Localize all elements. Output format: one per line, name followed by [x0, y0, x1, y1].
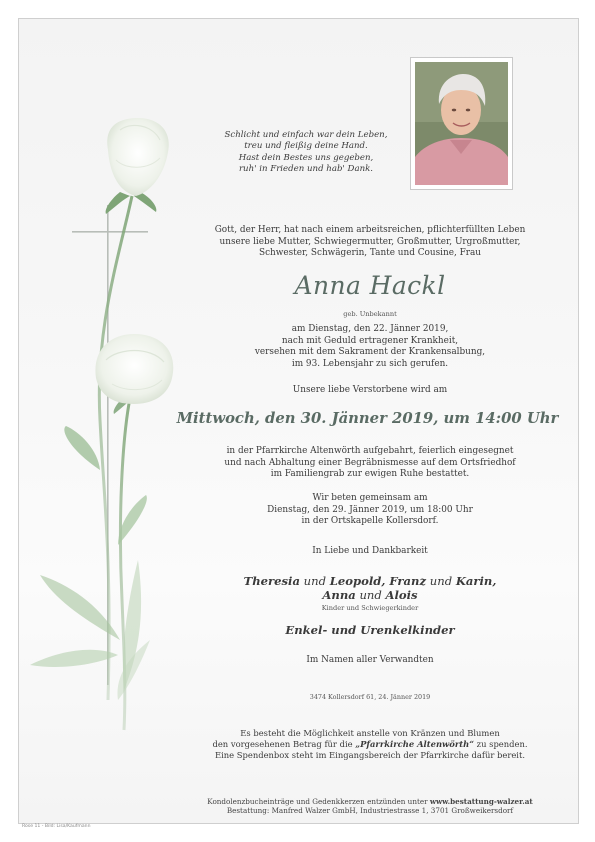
family-name: Alois — [385, 588, 418, 602]
rose-illustration — [0, 0, 230, 760]
family-and: und — [426, 574, 456, 588]
relatives: Im Namen aller Verwandten — [306, 655, 434, 665]
family-names — [150, 574, 590, 602]
funeral-line: im Familiengrab zur ewigen Ruhe bestattet. — [270, 469, 470, 480]
donation-line — [150, 739, 590, 750]
donation-notice — [150, 728, 590, 761]
donation-text: zu spenden. — [474, 739, 528, 749]
family-and: und — [299, 574, 330, 588]
family-caption: Kinder und Schwiegerkinder — [321, 604, 419, 612]
footer-line-2: Bestattung: Manfred Walzer GmbH, Industriestrasse 1, 3701 Großweikersdorf — [226, 806, 514, 816]
footer-url-link[interactable]: www.bestattung-walzer.at — [429, 797, 533, 806]
poem — [186, 130, 426, 176]
funeral-details — [150, 446, 590, 481]
love-line: In Liebe und Dankbarkeit — [312, 546, 428, 556]
maiden-name: geb. Unbekannt — [343, 310, 397, 318]
death-line: versehen mit dem Sakrament der Krankensalbung, — [254, 347, 486, 358]
poem-line: treu und fleißig deine Hand. — [244, 141, 368, 152]
image-credit: Rose 11 - Bild: Lisa/Kaufmann — [22, 824, 91, 829]
family-line-1 — [150, 574, 590, 588]
death-line: nach mit Geduld ertragener Krankheit, — [281, 335, 459, 346]
donation-line: Es besteht die Möglichkeit anstelle von Kränzen und Blumen — [240, 728, 500, 738]
footer — [190, 797, 550, 816]
funeral-line: und nach Abhaltung einer Begräbnismesse auf dem Ortsfriedhof — [224, 457, 516, 468]
footer-text: Kondolenzbucheinträge und Gedenkkerzen entzünden unter — [207, 797, 430, 806]
death-line: im 93. Lebensjahr zu sich gerufen. — [291, 358, 449, 369]
intro-line: Schwester, Schwägerin, Tante und Cousine, Frau — [259, 248, 481, 259]
funeral-intro: Unsere liebe Verstorbene wird am — [292, 385, 448, 395]
family-name: Leopold, Franz — [329, 574, 427, 588]
intro-line: Gott, der Herr, hat nach einem arbeitsreichen, pflichterfüllten Leben — [214, 225, 526, 235]
footer-line-1 — [190, 797, 550, 806]
grandchildren-text: Enkel- und Urenkelkinder — [285, 623, 455, 637]
death-line: am Dienstag, den 22. Jänner 2019, — [291, 324, 449, 334]
family-line-2 — [150, 588, 590, 602]
family-name: Anna — [322, 588, 356, 602]
family-and: und — [355, 588, 386, 602]
intro-line: unsere liebe Mutter, Schwiegermutter, Großmutter, Urgroßmutter, — [219, 236, 521, 247]
donation-church: „Pfarrkirche Altenwörth“ — [355, 739, 475, 749]
death-notice — [150, 324, 590, 370]
intro-text — [150, 225, 590, 260]
prayer-line: Dienstag, den 29. Jänner 2019, um 18:00 Uhr — [267, 504, 473, 515]
family-name: Karin, — [455, 574, 497, 588]
poem-line: Schlicht und einfach war dein Leben, — [224, 130, 388, 140]
place-date: 3474 Kollersdorf 61, 24. Jänner 2019 — [309, 693, 431, 701]
poem-line: ruh' in Frieden und hab' Dank. — [238, 164, 374, 175]
prayer-line: in der Ortskapelle Kollersdorf. — [301, 516, 439, 527]
prayer-notice — [150, 493, 590, 528]
donation-line: Eine Spendenbox steht im Eingangsbereich der Pfarrkirche dafür bereit. — [214, 750, 526, 760]
funeral-date: Mittwoch, den 30. Jänner 2019, um 14:00 Uhr — [176, 410, 559, 427]
prayer-line: Wir beten gemeinsam am — [312, 493, 428, 503]
grandchildren — [150, 623, 590, 637]
family-name: Theresia — [243, 574, 300, 588]
donation-text: den vorgesehenen Betrag für die — [212, 739, 356, 749]
deceased-name: Anna Hackl — [294, 271, 446, 300]
poem-line: Hast dein Bestes uns gegeben, — [238, 152, 374, 163]
funeral-line: in der Pfarrkirche Altenwörth aufgebahrt, feierlich eingesegnet — [226, 446, 514, 456]
